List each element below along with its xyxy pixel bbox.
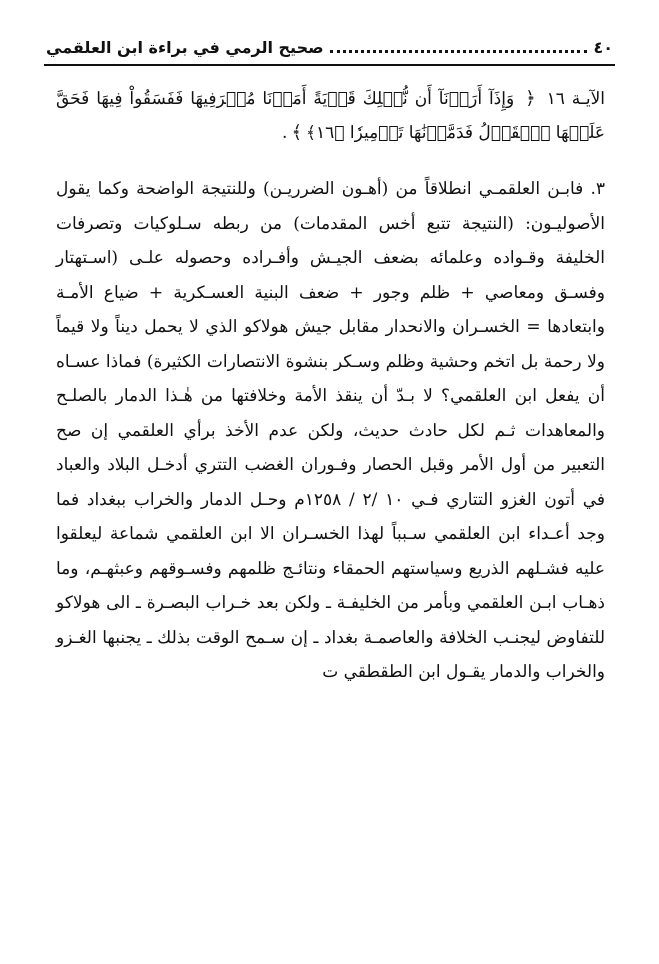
header-rule — [44, 64, 615, 66]
verse-open-bracket: ﴿ — [525, 88, 536, 109]
main-paragraph: ٣. فابـن العلقمـي انطلاقاً من (أهـون الضرريـن) وللنتيجة الواضحة وكما يقول الأصوليـون: (النتيجة تتبع أخس المقدمات) من ربطه سـلوكيات وتصرفات الخليفة وقـواده وعلمائه بضعف الجيـش وأفـراده وحصوله علـى (اسـتهتار وفسـق ومعاصي + ظلم وجور + ضعف البنية العسـكرية + ضياع الأمـة وابتعادها = الخسـران والانحدار مقابل جيش هولاكو الذي لا يحمل ديناً ولا قيماً ولا رحمة بل اتخم وحشية وظلم وسـكر بنشوة الانتصارات الكثيرة) فماذا عسـاه أن يفعل ابن العلقمي؟ لا بـدّ أن ينقذ الأمة وخلافتها من هٰـذا الدمار بالصلـح والمعاهدات ثـم لكل حادث حديث، ولكن عدم الأخذ برأي العلقمي إن صح التعبير من أول الأمر وقبل الحصار وفـوران الغضب التتري أدخـل البلاد والعباد في أتون الغزو التتاري فـي ١٠ /٢ / ١٢٥٨م وحـل الدمار والخراب ببغداد فما وجد أعـداء ابن العلقمي سـبباً لهذا الخسـران الا ابن العلقمي شماعة ليعلقوا عليه فشـلهم الذريع وسياستهم الحمقاء ونتائـج ظلمهم وفسـوقهم وعبثهـم، وما ذهـاب ابـن العلقمي وبأمر من الخليفـة ـ ولكن بعد خـراب البصـرة ـ الى هولاكو للتفاوض ليجنـب الخلافة والعاصمـة بغداد ـ إن سـمح الوقت بذلك ـ يجنبها الغـزو والخراب والدمار يقـول ابن الطقطقي ت — [56, 179, 605, 682]
page-number: ٤٠ — [593, 37, 613, 57]
verse-close-bracket: ﴾ — [291, 122, 302, 143]
verse-text: وَإِذَآ أَرَدۡنَآ أَن نُّهۡلِكَ قَرۡيَةً أَمَرۡنَا مُتۡرَفِيهَا فَفَسَقُواْ فِيهَا فَحَقَّ عَلَيۡهَا ٱلۡقَوۡلُ فَدَمَّرۡنَٰهَا تَدۡمِيرٗا — [56, 89, 605, 143]
header-dot-leader — [330, 50, 588, 53]
verse-end-period: . — [282, 123, 288, 143]
ayah-number-marker: ﴿١٦﴾ — [306, 123, 345, 143]
verse-label: الآيـة ١٦ — [546, 89, 606, 109]
running-header — [46, 34, 613, 60]
verse-block — [56, 82, 605, 150]
book-title: صحيح الرمي في براءة ابن العلقمي — [46, 37, 324, 57]
